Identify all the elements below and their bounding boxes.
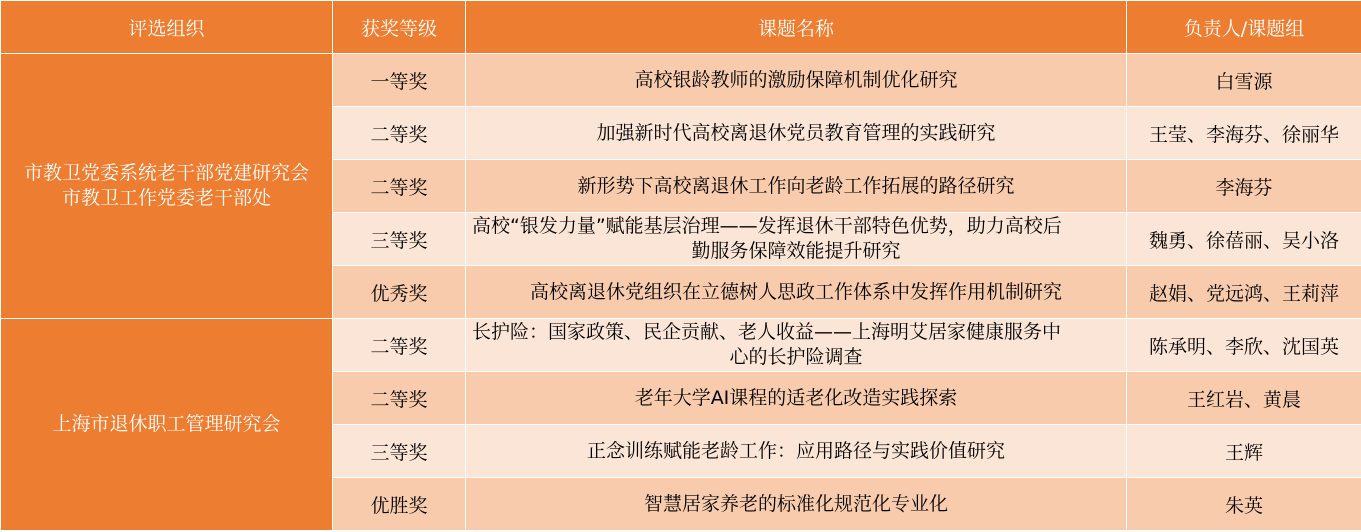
owner-cell: 王莹、李海芬、徐丽华: [1127, 107, 1361, 160]
level-cell: 优秀奖: [333, 266, 466, 319]
level-cell: 二等奖: [333, 160, 466, 213]
level-cell: 三等奖: [333, 213, 466, 266]
title-line: 心的长护险调查: [729, 346, 863, 368]
table-row: [1, 54, 1361, 107]
level-cell: 优胜奖: [333, 478, 466, 531]
title-cell: 智慧居家养老的标准化规范化专业化: [466, 478, 1127, 531]
org-cell: [1, 319, 333, 531]
header-org: 评选组织: [1, 1, 333, 54]
table-row: [1, 319, 1361, 372]
title-cell: [466, 319, 1127, 372]
owner-cell: 李海芬: [1127, 160, 1361, 213]
title-cell: 加强新时代高校离退休党员教育管理的实践研究: [466, 107, 1127, 160]
header-row: [1, 1, 1361, 54]
level-cell: 一等奖: [333, 54, 466, 107]
org-line: 市教卫工作党委老干部处: [61, 187, 271, 209]
header-title: 课题名称: [466, 1, 1127, 54]
title-line: 高校“银发力量”赋能基层治理——发挥退休干部特色优势，助力高校后: [472, 215, 1062, 237]
title-cell: 高校离退休党组织在立德树人思政工作体系中发挥作用机制研究: [466, 266, 1127, 319]
owner-cell: 朱英: [1127, 478, 1361, 531]
org-line: 上海市退休职工管理研究会: [52, 413, 281, 435]
title-cell: 老年大学AI课程的适老化改造实践探索: [466, 372, 1127, 425]
owner-cell: 王辉: [1127, 425, 1361, 478]
level-cell: 三等奖: [333, 425, 466, 478]
owner-cell: 魏勇、徐蓓丽、吴小洛: [1127, 213, 1361, 266]
org-line: 市教卫党委系统老干部党建研究会: [23, 162, 309, 184]
title-cell: 高校银龄教师的激励保障机制优化研究: [466, 54, 1127, 107]
org-cell: [1, 54, 333, 319]
title-line: 长护险：国家政策、民企贡献、老人收益——上海明艾居家健康服务中: [472, 321, 1062, 343]
level-cell: 二等奖: [333, 319, 466, 372]
level-cell: 二等奖: [333, 372, 466, 425]
title-cell: [466, 213, 1127, 266]
owner-cell: 王红岩、黄晨: [1127, 372, 1361, 425]
owner-cell: 白雪源: [1127, 54, 1361, 107]
title-line: 勤服务保障效能提升研究: [691, 240, 901, 262]
title-cell: 正念训练赋能老龄工作：应用路径与实践价值研究: [466, 425, 1127, 478]
level-cell: 二等奖: [333, 107, 466, 160]
header-owner: 负责人/课题组: [1127, 1, 1361, 54]
owner-cell: 赵娟、党远鸿、王莉萍: [1127, 266, 1361, 319]
header-level: 获奖等级: [333, 1, 466, 54]
title-cell: 新形势下高校离退休工作向老龄工作拓展的路径研究: [466, 160, 1127, 213]
owner-cell: 陈承明、李欣、沈国英: [1127, 319, 1361, 372]
